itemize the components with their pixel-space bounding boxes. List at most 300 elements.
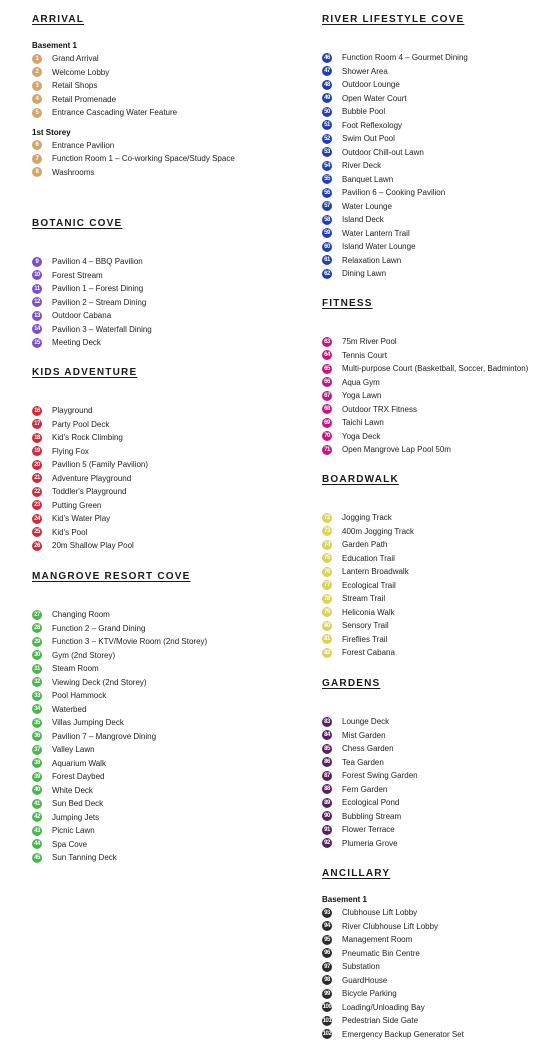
legend-item (322, 906, 557, 920)
legend-item (32, 689, 292, 703)
legend-item (32, 649, 292, 663)
legend-number-badge: 93 (322, 908, 332, 918)
legend-number-badge: 59 (322, 228, 332, 238)
legend-label: Heliconia Walk (342, 607, 395, 617)
legend-label: Meeting Deck (52, 338, 101, 348)
legend-number-badge: 52 (322, 134, 332, 144)
legend-item (32, 811, 292, 825)
legend-label: Outdoor Chill-out Lawn (342, 147, 424, 157)
legend-item (32, 539, 292, 553)
legend-item (322, 349, 557, 363)
legend-item (32, 676, 292, 690)
legend-label: Yoga Lawn (342, 391, 382, 401)
legend-number-badge: 47 (322, 66, 332, 76)
legend-number-badge: 70 (322, 431, 332, 441)
legend-number-badge: 80 (322, 621, 332, 631)
legend-label: Entrance Cascading Water Feature (52, 108, 178, 118)
legend-item (32, 255, 292, 269)
legend-label: Forest Stream (52, 270, 103, 280)
legend-label: Steam Room (52, 664, 99, 674)
legend-item (32, 797, 292, 811)
legend-number-badge: 40 (32, 785, 42, 795)
legend-label: Pavilion 4 – BBQ Pavilion (52, 257, 143, 267)
legend-label: Outdoor Cabana (52, 311, 112, 321)
legend-item (322, 565, 557, 579)
legend-label: Outdoor TRX Fitness (342, 404, 417, 414)
legend-item (322, 416, 557, 430)
section-title: RIVER LIFESTYLE COVE (322, 14, 465, 25)
legend-number-badge: 32 (32, 677, 42, 687)
legend-number-badge: 11 (32, 284, 42, 294)
legend-item (322, 947, 557, 961)
legend-label: Party Pool Deck (52, 419, 110, 429)
legend-item (32, 499, 292, 513)
legend-number-badge: 22 (32, 487, 42, 497)
legend-number-badge: 86 (322, 757, 332, 767)
legend-label: Island Water Lounge (342, 242, 416, 252)
legend-label: Island Deck (342, 215, 384, 225)
legend-label: Chess Garden (342, 744, 394, 754)
legend-number-badge: 78 (322, 594, 332, 604)
legend-number-badge: 90 (322, 811, 332, 821)
legend-item (322, 756, 557, 770)
section-boardwalk (322, 474, 557, 660)
legend-item (32, 770, 292, 784)
legend-list (322, 51, 557, 281)
legend-item (322, 579, 557, 593)
legend-number-badge: 79 (322, 607, 332, 617)
legend-label: Playground (52, 406, 93, 416)
legend-list (322, 335, 557, 457)
legend-label: Function Room 4 – Gourmet Dining (342, 53, 468, 63)
legend-label: Retail Shops (52, 81, 98, 91)
legend-item (322, 362, 557, 376)
legend-label: Pavilion 7 – Mangrove Dining (52, 731, 157, 741)
legend-label: Outdoor Lounge (342, 80, 400, 90)
legend-item (32, 458, 292, 472)
legend-item (32, 309, 292, 323)
legend-item (32, 152, 292, 166)
legend-label: Dining Lawn (342, 269, 387, 279)
legend-label: Forest Daybed (52, 772, 105, 782)
legend-item (32, 512, 292, 526)
legend-number-badge: 53 (322, 147, 332, 157)
legend-label: Loading/Unloading Bay (342, 1002, 425, 1012)
legend-number-badge: 91 (322, 825, 332, 835)
legend-item (32, 472, 292, 486)
legend-label: Open Water Court (342, 93, 407, 103)
legend-number-badge: 88 (322, 784, 332, 794)
legend-label: Jogging Track (342, 513, 392, 523)
legend-item (32, 418, 292, 432)
legend-label: Sun Tanning Deck (52, 853, 117, 863)
legend-number-badge: 72 (322, 513, 332, 523)
legend-label: Welcome Lobby (52, 67, 110, 77)
legend-label: Flower Terrace (342, 825, 395, 835)
legend-item (322, 715, 557, 729)
legend-item (32, 323, 292, 337)
legend-label: Lantern Broadwalk (342, 567, 409, 577)
legend-label: Pneumatic Bin Centre (342, 948, 420, 958)
legend-label: GuardHouse (342, 975, 388, 985)
legend-label: Aqua Gym (342, 377, 380, 387)
legend-item (322, 783, 557, 797)
legend-number-badge: 17 (32, 419, 42, 429)
legend-label: Garden Path (342, 540, 388, 550)
section-title: MANGROVE RESORT COVE (32, 571, 191, 582)
legend-item (322, 267, 557, 281)
legend-item (32, 445, 292, 459)
legend-label: Banquet Lawn (342, 174, 394, 184)
legend-item (322, 987, 557, 1001)
legend-number-badge: 35 (32, 718, 42, 728)
legend-list (32, 255, 292, 350)
legend-item (32, 622, 292, 636)
legend-item (322, 1001, 557, 1015)
legend-label: Kid's Rock Climbing (52, 433, 123, 443)
legend-number-badge: 84 (322, 730, 332, 740)
section-arrival (32, 14, 292, 179)
legend-item (322, 186, 557, 200)
legend-item (322, 933, 557, 947)
legend-label: Washrooms (52, 167, 95, 177)
legend-label: Retail Promenade (52, 94, 117, 104)
legend-item (32, 166, 292, 180)
legend-label: Viewing Deck (2nd Storey) (52, 677, 147, 687)
legend-number-badge: 38 (32, 758, 42, 768)
legend-label: Foot Reflexology (342, 120, 403, 130)
legend-label: Aquarium Walk (52, 758, 106, 768)
legend-label: Waterbed (52, 704, 87, 714)
legend-list (32, 608, 292, 865)
legend-label: 75m River Pool (342, 337, 397, 347)
legend-label: Putting Green (52, 500, 102, 510)
legend-list (322, 511, 557, 660)
legend-label: Lounge Deck (342, 717, 390, 727)
legend-number-badge: 10 (32, 270, 42, 280)
legend-item (32, 269, 292, 283)
legend-label: Kid's Pool (52, 527, 88, 537)
legend-label: Toddler's Playground (52, 487, 127, 497)
legend-number-badge: 43 (32, 826, 42, 836)
legend-label: Water Lounge (342, 201, 392, 211)
legend-item (32, 743, 292, 757)
legend-label: Picnic Lawn (52, 826, 95, 836)
legend-item (322, 837, 557, 851)
legend-label: 400m Jogging Track (342, 526, 415, 536)
legend-item (322, 633, 557, 647)
legend-number-badge: 99 (322, 989, 332, 999)
legend-item (322, 92, 557, 106)
legend-label: Kid's Water Play (52, 514, 111, 524)
legend-number-badge: 27 (32, 610, 42, 620)
legend-number-badge: 9 (32, 257, 42, 267)
legend-item (322, 240, 557, 254)
legend-item (32, 282, 292, 296)
legend-label: Multi-purpose Court (Basketball, Soccer, Badminton) (342, 364, 529, 374)
legend-number-badge: 33 (32, 691, 42, 701)
legend-item (322, 376, 557, 390)
legend-item (322, 511, 557, 525)
section-title: BOARDWALK (322, 474, 399, 485)
legend-number-badge: 74 (322, 540, 332, 550)
legend-item (322, 213, 557, 227)
legend-item (32, 730, 292, 744)
legend-item (322, 538, 557, 552)
legend-item (322, 105, 557, 119)
legend-label: Bubble Pool (342, 107, 386, 117)
legend-number-badge: 100 (322, 1004, 332, 1011)
legend-label: Forest Cabana (342, 648, 395, 658)
legend-label: 20m Shallow Play Pool (52, 541, 134, 551)
legend-item (322, 335, 557, 349)
legend-label: Ecological Pond (342, 798, 400, 808)
legend-label: Emergency Backup Generator Set (342, 1029, 464, 1039)
legend-number-badge: 30 (32, 650, 42, 660)
legend-label: Open Mangrove Lap Pool 50m (342, 445, 451, 455)
legend-item (322, 443, 557, 457)
legend-label: Ecological Trail (342, 580, 396, 590)
subsection-title: 1st Storey (32, 127, 71, 137)
legend-item (322, 810, 557, 824)
legend-item (322, 65, 557, 79)
legend-list (32, 52, 292, 120)
legend-number-badge: 3 (32, 81, 42, 91)
legend-item (322, 960, 557, 974)
legend-label: Education Trail (342, 553, 395, 563)
section-title: KIDS ADVENTURE (32, 367, 138, 378)
legend-number-badge: 50 (322, 107, 332, 117)
legend-number-badge: 44 (32, 839, 42, 849)
legend-item (322, 974, 557, 988)
legend-number-badge: 98 (322, 975, 332, 985)
legend-number-badge: 36 (32, 731, 42, 741)
legend-number-badge: 18 (32, 433, 42, 443)
legend-label: Water Lantern Trail (342, 228, 410, 238)
legend-number-badge: 5 (32, 108, 42, 118)
legend-item (322, 173, 557, 187)
section-river-lifestyle-cove (322, 14, 557, 281)
legend-item (32, 296, 292, 310)
legend-item (322, 430, 557, 444)
legend-label: Pavilion 6 – Cooking Pavilion (342, 188, 446, 198)
legend-label: Flying Fox (52, 446, 89, 456)
legend-item (32, 703, 292, 717)
legend-label: Gym (2nd Storey) (52, 650, 116, 660)
legend-label: Function 2 – Grand Dining (52, 623, 146, 633)
legend-number-badge: 12 (32, 297, 42, 307)
legend-label: Adventure Playground (52, 473, 132, 483)
legend-item (322, 78, 557, 92)
legend-number-badge: 37 (32, 745, 42, 755)
legend-number-badge: 26 (32, 541, 42, 551)
subsection-title: Basement 1 (322, 895, 367, 904)
legend-number-badge: 96 (322, 948, 332, 958)
legend-item (32, 851, 292, 865)
legend-item (322, 389, 557, 403)
section-title: FITNESS (322, 298, 373, 309)
legend-label: Substation (342, 962, 380, 972)
legend-number-badge: 97 (322, 962, 332, 972)
legend-number-badge: 41 (32, 799, 42, 809)
legend-number-badge: 15 (32, 338, 42, 348)
legend-number-badge: 68 (322, 404, 332, 414)
legend-label: Entrance Pavilion (52, 140, 115, 150)
legend-item (32, 106, 292, 120)
section-title: ARRIVAL (32, 14, 85, 25)
legend-number-badge: 14 (32, 324, 42, 334)
legend-item (322, 525, 557, 539)
legend-number-badge: 19 (32, 446, 42, 456)
legend-label: Yoga Deck (342, 431, 381, 441)
legend-item (322, 159, 557, 173)
legend-label: River Deck (342, 161, 382, 171)
legend-label: Pavilion 3 – Waterfall Dining (52, 324, 152, 334)
legend-number-badge: 57 (322, 201, 332, 211)
legend-item (322, 606, 557, 620)
legend-label: Mist Garden (342, 730, 386, 740)
legend-item (322, 823, 557, 837)
legend-number-badge: 23 (32, 500, 42, 510)
legend-number-badge: 71 (322, 445, 332, 455)
legend-number-badge: 66 (322, 377, 332, 387)
legend-number-badge: 92 (322, 838, 332, 848)
legend-label: Pedestrian Side Gate (342, 1016, 419, 1026)
legend-number-badge: 1 (32, 54, 42, 64)
legend-number-badge: 102 (322, 1031, 332, 1038)
legend-number-badge: 69 (322, 418, 332, 428)
legend-label: River Clubhouse Lift Lobby (342, 921, 439, 931)
legend-item (32, 79, 292, 93)
legend-number-badge: 61 (322, 255, 332, 265)
legend-label: Pool Hammock (52, 691, 107, 701)
legend-label: Plumeria Grove (342, 838, 398, 848)
legend-label: Villas Jumping Deck (52, 718, 124, 728)
legend-item (32, 66, 292, 80)
legend-number-badge: 82 (322, 648, 332, 658)
legend-item (32, 485, 292, 499)
legend-number-badge: 4 (32, 94, 42, 104)
legend-number-badge: 55 (322, 174, 332, 184)
legend-label: Clubhouse Lift Lobby (342, 908, 418, 918)
legend-label: Shower Area (342, 66, 388, 76)
legend-item (32, 784, 292, 798)
section-gardens (322, 678, 557, 850)
legend-number-badge: 101 (322, 1017, 332, 1024)
legend-number-badge: 2 (32, 67, 42, 77)
legend-item (322, 254, 557, 268)
legend-item (322, 1028, 557, 1042)
legend-number-badge: 46 (322, 53, 332, 63)
legend-number-badge: 49 (322, 93, 332, 103)
legend-number-badge: 24 (32, 514, 42, 524)
section-botanic-cove (32, 218, 292, 350)
legend-item (322, 729, 557, 743)
legend-number-badge: 39 (32, 772, 42, 782)
legend-number-badge: 25 (32, 527, 42, 537)
legend-list (32, 404, 292, 553)
legend-number-badge: 31 (32, 664, 42, 674)
legend-number-badge: 81 (322, 634, 332, 644)
legend-item (32, 662, 292, 676)
legend-item (32, 93, 292, 107)
legend-label: Forest Swing Garden (342, 771, 418, 781)
legend-number-badge: 64 (322, 350, 332, 360)
legend-item (32, 824, 292, 838)
legend-number-badge: 73 (322, 526, 332, 536)
legend-item (32, 635, 292, 649)
legend-label: Taichi Lawn (342, 418, 384, 428)
legend-number-badge: 6 (32, 140, 42, 150)
legend-item (322, 119, 557, 133)
legend-item (32, 716, 292, 730)
legend-label: Sensory Trail (342, 621, 389, 631)
subsection-title: Basement 1 (32, 41, 77, 50)
legend-item (32, 757, 292, 771)
legend-item (322, 552, 557, 566)
legend-item (322, 403, 557, 417)
legend-list (322, 906, 557, 1041)
legend-number-badge: 65 (322, 364, 332, 374)
section-ancillary (322, 868, 557, 1041)
legend-number-badge: 87 (322, 771, 332, 781)
legend-number-badge: 77 (322, 580, 332, 590)
legend-item (322, 742, 557, 756)
legend-item (32, 336, 292, 350)
legend-item (322, 796, 557, 810)
legend-label: Tennis Court (342, 350, 387, 360)
section-title: BOTANIC COVE (32, 218, 123, 229)
legend-item (32, 139, 292, 153)
legend-label: Function Room 1 – Co-working Space/Study Space (52, 154, 235, 164)
legend-label: White Deck (52, 785, 93, 795)
legend-number-badge: 94 (322, 921, 332, 931)
legend-label: Fern Garden (342, 784, 388, 794)
legend-label: Spa Cove (52, 839, 88, 849)
legend-label: Changing Room (52, 610, 110, 620)
legend-label: Jumping Jets (52, 812, 100, 822)
legend-item (322, 200, 557, 214)
legend-number-badge: 45 (32, 853, 42, 863)
legend-number-badge: 51 (322, 120, 332, 130)
legend-item (32, 52, 292, 66)
legend-label: Valley Lawn (52, 745, 95, 755)
legend-label: Sun Bed Deck (52, 799, 104, 809)
legend-item (322, 769, 557, 783)
section-kids-adventure (32, 367, 292, 553)
legend-number-badge: 28 (32, 623, 42, 633)
legend-label: Function 3 – KTV/Movie Room (2nd Storey) (52, 637, 208, 647)
legend-number-badge: 85 (322, 744, 332, 754)
legend-label: Management Room (342, 935, 413, 945)
legend-label: Swim Out Pool (342, 134, 395, 144)
legend-label: Bubbling Stream (342, 811, 402, 821)
legend-item (322, 920, 557, 934)
legend-number-badge: 29 (32, 637, 42, 647)
legend-item (322, 146, 557, 160)
legend-item (322, 51, 557, 65)
legend-label: Relaxation Lawn (342, 255, 402, 265)
legend-item (32, 526, 292, 540)
legend-item (32, 431, 292, 445)
legend-label: Pavilion 1 – Forest Dining (52, 284, 144, 294)
legend-number-badge: 13 (32, 311, 42, 321)
legend-label: Grand Arrival (52, 54, 99, 64)
legend-number-badge: 89 (322, 798, 332, 808)
legend-item (322, 646, 557, 660)
legend-number-badge: 58 (322, 215, 332, 225)
legend-label: Pavilion 5 (Family Pavilion) (52, 460, 149, 470)
